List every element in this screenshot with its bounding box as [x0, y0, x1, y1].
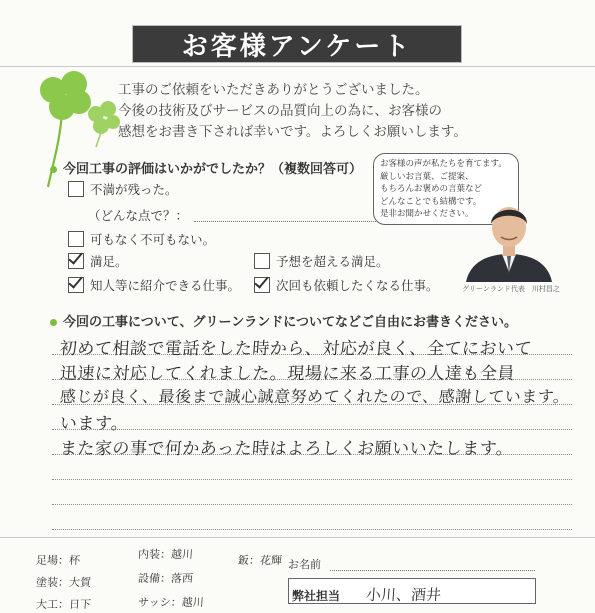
- handwritten-line: また家の事で何かあった時はよろしくお願いいたします。: [59, 439, 515, 459]
- option-dissatisfied[interactable]: 不満が残った。: [68, 180, 178, 198]
- photo-caption: グリーンランド代表 川村昌之: [462, 285, 560, 293]
- ruled-line: [52, 504, 572, 505]
- staff-label: 弊社担当: [292, 589, 341, 603]
- note-scaffold: 足場：杯: [35, 554, 81, 567]
- ruled-line: [52, 479, 572, 480]
- option-recommendable[interactable]: 知人等に紹介できる仕事。: [68, 276, 240, 294]
- ruled-line: [52, 429, 572, 430]
- bubble-line: 是非お聞かせください。: [380, 209, 474, 219]
- customer-name-field[interactable]: [330, 570, 535, 571]
- bubble-line: お客様の声が私たちを育てます。: [380, 159, 507, 169]
- detail-input-line[interactable]: [194, 209, 384, 222]
- option-satisfied[interactable]: 満足。: [68, 252, 128, 270]
- option-detail-field[interactable]: （どんな点で？：: [88, 206, 384, 224]
- option-repeat[interactable]: 次回も依頼したくなる仕事。: [254, 276, 439, 294]
- representative-photo: [462, 192, 556, 282]
- handwritten-line: います。: [59, 414, 130, 434]
- bubble-line: 厳しいお言葉、ご提案、: [380, 171, 474, 182]
- footer-divider: [0, 537, 595, 538]
- staff-value: 小川、酒井: [365, 586, 442, 604]
- checkbox[interactable]: [68, 181, 84, 197]
- note-painting: 塗装：大賀: [35, 576, 92, 589]
- checkbox-checked[interactable]: [68, 277, 84, 293]
- option-beyond-expectation[interactable]: 予想を超える満足。: [254, 252, 389, 270]
- note-sheet-metal: 鈑：花輝: [237, 554, 283, 567]
- intro-line: 工事のご依頼をいただきありがとうございました。: [118, 82, 429, 98]
- intro-line: 今後の技術及びサービスの品質向上の為に、お客様の: [118, 103, 442, 119]
- checkbox-checked[interactable]: [254, 277, 270, 293]
- bullet-icon: [50, 166, 57, 173]
- bullet-icon: [50, 319, 57, 326]
- page-title: お客様アンケート: [132, 25, 462, 63]
- option-neutral[interactable]: 可もなく不可もない。: [68, 230, 215, 248]
- handwritten-line: 迅速に対応してくれました。現場に来る工事の人達も全員: [59, 364, 516, 384]
- customer-name-label: お名前: [288, 558, 321, 571]
- note-carpenter: 大工：日下: [35, 598, 92, 611]
- intro-line: 感想をお書き下されば幸いです。よろしくお願いします。: [118, 124, 467, 140]
- intro-text: [118, 80, 548, 143]
- note-sash: サッシ：越川: [137, 596, 205, 609]
- ruled-line: [52, 529, 572, 530]
- handwritten-line: 感じが良く、最後まで誠心誠意努めてくれたので、感謝しています。: [59, 387, 571, 406]
- note-plumbing: 設備：落西: [137, 572, 194, 585]
- note-interior: 内装：越川: [137, 548, 194, 561]
- bubble-line: どんなことでも結構です。: [380, 196, 482, 207]
- checkbox[interactable]: [254, 253, 270, 269]
- checkbox-checked[interactable]: [68, 253, 84, 269]
- checkbox[interactable]: [68, 231, 84, 247]
- question1-label: 今回工事の評価はいかがでしたか？（複数回答可）: [50, 158, 362, 177]
- handwritten-line: 初めて相談で電話をした時から、対応が良く、全てにおいて: [59, 339, 533, 359]
- question2-label: 今回の工事について、グリーンランドについてなどご自由にお書きください。: [50, 311, 517, 330]
- bubble-line: もちろんお褒めの言葉など: [380, 184, 483, 194]
